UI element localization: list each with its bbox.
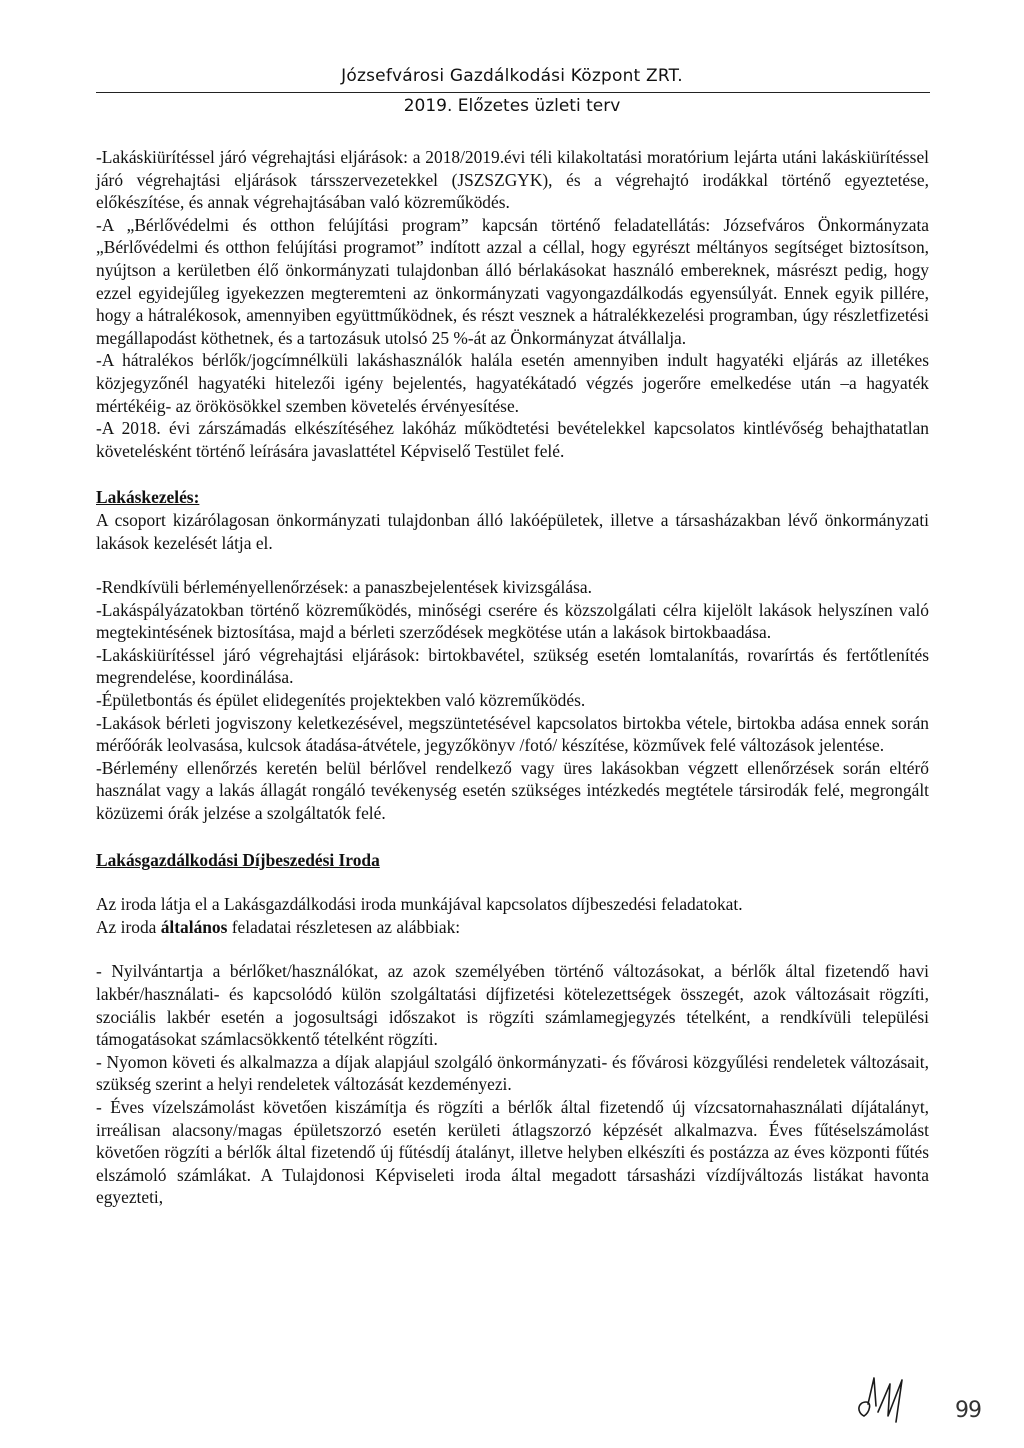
list-item: -Rendkívüli bérleményellenőrzések: a panaszbejelentések kivizsgálása. bbox=[96, 577, 592, 598]
section-line-emphasis: általános bbox=[160, 916, 228, 937]
document-body bbox=[96, 146, 929, 1209]
section-line: Az iroda látja el a Lakásgazdálkodási iroda munkájával kapcsolatos díjbeszedési feladatokat. bbox=[96, 894, 743, 915]
document-header-subtitle: 2019. Előzetes üzleti terv bbox=[403, 96, 621, 116]
list-item: - Éves vízelszámolást követően kiszámítja és rögzíti a bérlők által fizetendő új vízcsatornahasználati díjátalányt, irreálisan alacsony/magas épületszorzó esetén kerületi átlagszorzó képzését alkalmazva. Éves fűtéselszámolást követően rögzíti a bérlők által fizetendő új fűtésdíj átalányt, illetve helyben elkészíti és postázza az éves központi fűtés elszámoló számlákat. A Tulajdonosi Képviseleti iroda által megadott társasházi vízdíjváltozás listákat havonta egyezteti, bbox=[96, 1096, 929, 1208]
section-description: A csoport kizárólagosan önkormányzati tulajdonban álló lakóépületek, illetve a társasházakban lévő önkormányzati lakások kezelését látja el. bbox=[96, 509, 929, 553]
section-line bbox=[96, 916, 929, 939]
document-header-title: Józsefvárosi Gazdálkodási Központ ZRT. bbox=[341, 66, 683, 86]
section-heading-lakaskezeles: Lakáskezelés: bbox=[96, 487, 200, 508]
list-item: -Épületbontás és épület elidegenítés projektekben való közreműködés. bbox=[96, 690, 586, 711]
intro-paragraph: -Lakáskiürítéssel járó végrehajtási eljárások: a 2018/2019.évi téli kilakoltatási moratórium lejárta utáni lakáskiürítéssel járó végrehajtási eljárások társszervezetekkel (JSZSZGYK), és a végrehajtó irodákkal történő egyeztetése, előkészítése, és annak végrehajtásában való közreműködés. bbox=[96, 147, 929, 213]
header-divider bbox=[96, 92, 930, 93]
section-heading-dijbeszedesi: Lakásgazdálkodási Díjbeszedési Iroda bbox=[96, 849, 380, 870]
list-item: -Lakáspályázatokban történő közreműködés, minőségi cserére és közszolgálati célra kijelölt lakások helyszínen való megtekintésének biztosítása, majd a bérleti szerződések megkötése után a lakások birtokbaadása. bbox=[96, 599, 929, 643]
handwritten-signature-icon bbox=[850, 1372, 930, 1428]
list-item: - Nyilvántartja a bérlőket/használókat, az azok személyében történő változásokat, a bérlők által fizetendő havi lakbér/használati- és kapcsolódó külön szolgáltatási díjfizetési kötelezettségek összegét, azok változásait rögzíti, szociális lakbér esetén a jogosultsági időszakot is rögzíti számlamegjegyzés tételként, a rendkívüli települési támogatásokat számlacsökkentő tételként rögzíti. bbox=[96, 961, 929, 1050]
intro-paragraph: -A hátralékos bérlők/jogcímnélküli lakáshasználók halála esetén amennyiben indult hagyatéki eljárás az illetékes közjegyzőnél hagyatéki hitelezői igény bejelentés, hagyatékátadó végzés jogerőre emelkedése után –a hagyaték mértékéig- az örökösökkel szemben követelés érvényesítése. bbox=[96, 350, 929, 416]
list-item: -Bérlemény ellenőrzés keretén belül bérlővel rendelkező vagy üres lakásokban végzett ellenőrzések során eltérő használat vagy a lakás állagát rongáló tevékenység esetén szükséges intézkedés megtétele társirodák felé, megrongált közüzemi órák jelzése a szolgáltatók felé. bbox=[96, 757, 929, 824]
list-item: -Lakáskiürítéssel járó végrehajtási eljárások: birtokbavétel, szükség esetén lomtalanítás, rovarírtás és fertőtlenítés megrendelése, koordinálása. bbox=[96, 644, 929, 688]
intro-paragraph: -A „Bérlővédelmi és otthon felújítási program” kapcsán történő feladatellátás: Józsefváros Önkormányzata „Bérlővédelmi és otthon felújítási programot” indított azzal a céllal, hogy egyrészt méltányos segítséget biztosítson, nyújtson a kerületben élő önkormányzati tulajdonban álló bérlakásokat használó embereknek, másrészt pedig, hogy ezzel egyidejűleg igyekezzen megteremteni az önkormányzati vagyongazdálkodás egyensúlyát. Ennek egyik pillére, hogy a hátralékosok, amennyiben együttműködnek, és részt vesznek a hátralékkezelési programban, úgy részletfizetési megállapodást köthetnek, és a tartozásuk utolsó 25 %-át az Önkormányzat átvállalja. bbox=[96, 214, 929, 348]
page-number: 99 bbox=[955, 1398, 981, 1423]
intro-paragraph: -A 2018. évi zárszámadás elkészítéséhez lakóház működtetési bevételekkel kapcsolatos kintlévőség behajthatatlan követelésként történő leírására javaslattétel Képviselő Testület felé. bbox=[96, 418, 929, 461]
section-line-post: feladatai részletesen az alábbiak: bbox=[227, 916, 461, 937]
list-item: - Nyomon követi és alkalmazza a díjak alapjául szolgáló önkormányzati- és fővárosi közgyűlési rendeletek változásait, szükség szerint a helyi rendeletek változását kezdeményezi. bbox=[96, 1051, 929, 1095]
section-line-pre: Az iroda bbox=[96, 916, 161, 937]
list-item: -Lakások bérleti jogviszony keletkezésével, megszüntetésével kapcsolatos birtokba vétele, birtokba adása ennek során mérőórák leolvasása, kulcsok átadása-átvétele, jegyzőkönyv /fotó/ készítése, közművek felé változások jelentése. bbox=[96, 712, 929, 756]
